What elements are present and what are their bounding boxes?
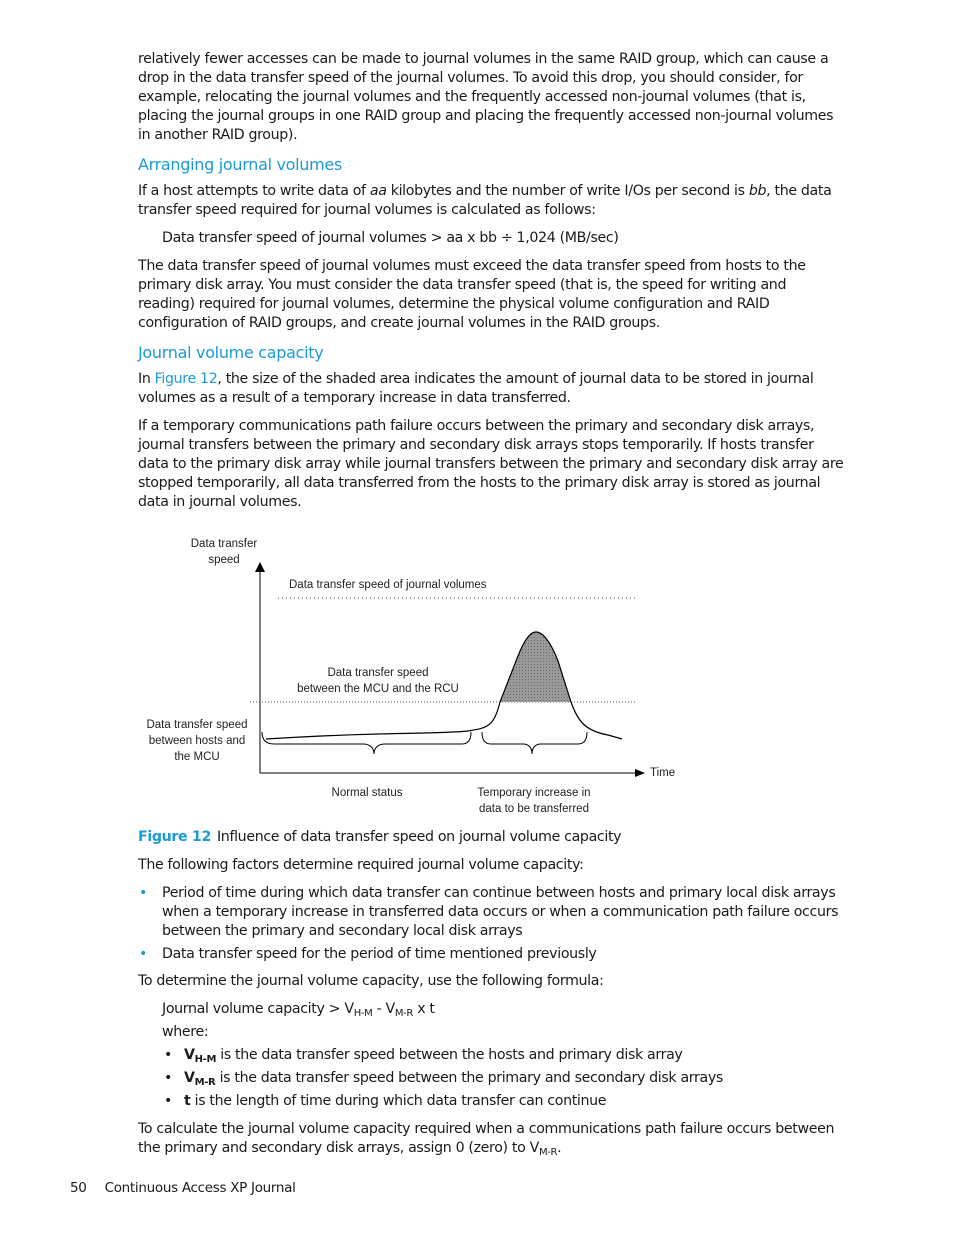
- journal-speed-label: Data transfer speed of journal volumes: [289, 579, 487, 591]
- mcu-rcu-label-line2: between the MCU and the RCU: [297, 683, 459, 695]
- list-item: • Period of time during which data transfer can continue between hosts and primary local disk arrays when a temporary increase in transferred data occurs or when a communication path failure occurs between the primary and secondary local disk arrays: [139, 885, 839, 939]
- y-axis-label-line1: Data transfer: [190, 538, 258, 550]
- list-item: • $V_{M-R}$ is the data transfer speed between the primary and secondary disk arrays: [164, 1070, 723, 1088]
- hosts-mcu-label-line3: the MCU: [174, 751, 220, 763]
- paragraph-figure-reference: In Figure 12, the size of the shaded area indicates the amount of journal data to be stored in journal volumes as a result of a temporary increase in data transferred.: [138, 371, 814, 406]
- bullet-icon: •: [164, 1093, 173, 1109]
- definitions-list: [162, 1046, 844, 1111]
- paragraph-speed-must-exceed: The data transfer speed of journal volumes must exceed the data transfer speed from hosts to the primary disk array. You must consider the data transfer speed (that is, the speed for writing and reading) required for journal volumes, determine the physical volume configuration and RAID configuration of RAID groups, and create journal volumes in the RAID groups.: [138, 258, 806, 331]
- mcu-rcu-label-line1: Data transfer speed: [327, 667, 429, 679]
- normal-status-label: Normal status: [331, 787, 403, 799]
- document-title: Continuous Access XP Journal: [104, 1180, 296, 1196]
- bullet-icon: •: [139, 885, 148, 901]
- paragraph-write-data: If a host attempts to write data of aa kilobytes and the number of write I/Os per second is bb, the data transfer speed required for journal volumes is calculated as follows:: [138, 183, 832, 218]
- hosts-mcu-label-line2: between hosts and: [148, 735, 246, 747]
- figure-number: Figure 12: [138, 829, 211, 845]
- formula-journal-capacity: Journal volume capacity > $V_{H-M} - V_{M-R}$ x t: [162, 1001, 435, 1019]
- factors-intro: The following factors determine required journal volume capacity:: [138, 857, 584, 873]
- figure-caption: [138, 828, 844, 847]
- factors-list: [138, 884, 844, 964]
- page-footer: [70, 1180, 296, 1196]
- figure-caption-text: Influence of data transfer speed on journal volume capacity: [216, 829, 622, 845]
- where-label: where:: [162, 1024, 209, 1040]
- list-item: • t is the length of time during which data transfer can continue: [164, 1093, 607, 1109]
- heading-journal-volume-capacity: Journal volume capacity: [138, 343, 324, 362]
- list-item: • Data transfer speed for the period of time mentioned previously: [139, 946, 597, 962]
- temporary-increase-label-line1: Temporary increase in: [477, 787, 591, 799]
- x-axis-label: Time: [650, 767, 676, 779]
- bullet-icon: •: [164, 1047, 173, 1063]
- y-axis-label-line2: speed: [208, 554, 240, 566]
- bullet-icon: •: [164, 1070, 173, 1086]
- speed-diagram-svg: [138, 526, 844, 826]
- formula-intro: To determine the journal volume capacity, use the following formula:: [138, 973, 604, 989]
- bullet-icon: •: [139, 946, 148, 962]
- paragraph-path-failure: If a temporary communications path failure occurs between the primary and secondary disk arrays, journal transfers between the primary and secondary disk arrays stops temporarily. If hosts transfer data to the primary disk array while journal transfers between the primary and secondary disk array are stopped temporarily, all data transferred from the hosts to the primary disk array is stored as journal data in journal volumes.: [138, 418, 844, 510]
- figure-12-link[interactable]: Figure 12: [154, 371, 218, 387]
- temporary-increase-brace: [482, 732, 587, 754]
- temporary-increase-label-line2: data to be transferred: [479, 803, 589, 815]
- normal-status-brace: [262, 732, 471, 754]
- figure-12-diagram: [138, 526, 844, 826]
- formula-transfer-speed: Data transfer speed of journal volumes > aa x bb ÷ 1,024 (MB/sec): [162, 230, 619, 246]
- list-item: • $V_{H-M}$ is the data transfer speed between the hosts and primary disk array: [164, 1047, 683, 1065]
- intro-paragraph: relatively fewer accesses can be made to journal volumes in the same RAID group, which can cause a drop in the data transfer speed of the journal volumes. To avoid this drop, you should consider, for example, relocating the journal volumes and the frequently accessed non-journal volumes (that is, placing the journal groups in one RAID group and placing the frequently accessed non-journal volumes in another RAID group).: [138, 51, 834, 143]
- closing-paragraph: To calculate the journal volume capacity required when a communications path failure occurs between the primary and secondary disk arrays, assign 0 (zero) to $V_{M-R}$.: [138, 1121, 835, 1158]
- page-number: 50: [70, 1180, 87, 1196]
- heading-arranging-journal-volumes: Arranging journal volumes: [138, 155, 343, 174]
- y-axis-arrowhead: [255, 562, 265, 572]
- hosts-mcu-label-line1: Data transfer speed: [146, 719, 248, 731]
- document-page: [138, 50, 844, 1167]
